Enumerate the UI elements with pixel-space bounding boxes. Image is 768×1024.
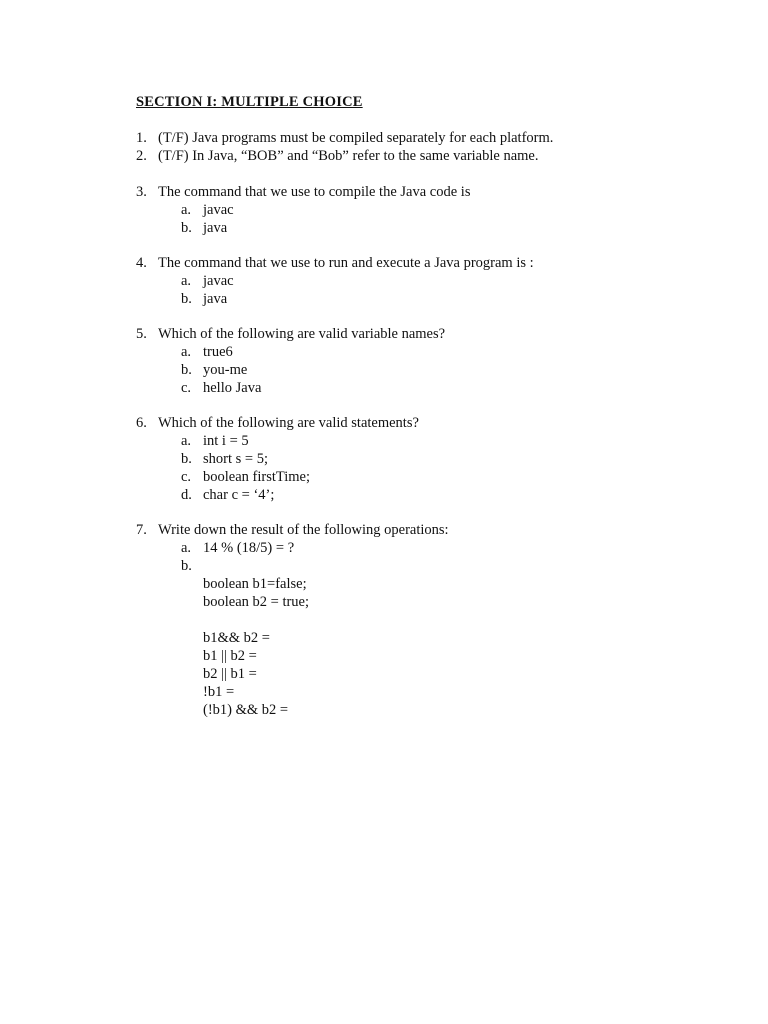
option-text: java [203, 291, 228, 307]
question-text: The command that we use to compile the Java code is [158, 184, 471, 200]
option-letter: b. [181, 451, 192, 467]
option-letter: b. [181, 362, 192, 378]
option-text: hello Java [203, 380, 262, 396]
question-number: 2. [136, 148, 147, 164]
option-text: short s = 5; [203, 451, 268, 467]
question-number: 7. [136, 522, 147, 538]
option-letter: a. [181, 433, 192, 449]
option-letter: a. [181, 273, 192, 289]
code-text: b2 || b1 = [203, 666, 257, 682]
option-letter: d. [181, 487, 192, 503]
question-text: Write down the result of the following operations: [158, 522, 449, 538]
code-text: boolean b1=false; [203, 576, 307, 592]
option-letter: c. [181, 380, 192, 396]
question-text: (T/F) In Java, “BOB” and “Bob” refer to the same variable name. [158, 148, 539, 164]
code-text: (!b1) && b2 = [203, 702, 289, 718]
option-text: char c = ‘4’; [203, 487, 275, 503]
option-text: boolean firstTime; [203, 469, 311, 485]
option-text: javac [203, 273, 234, 289]
option-text: int i = 5 [203, 433, 249, 449]
option-letter: a. [181, 202, 192, 218]
option-text: true6 [203, 344, 233, 360]
code-text: b1 || b2 = [203, 648, 257, 664]
option-text: you-me [203, 362, 248, 378]
option-text: javac [203, 202, 234, 218]
code-text: !b1 = [203, 684, 235, 700]
question-text: Which of the following are valid variable names? [158, 326, 446, 342]
question-number: 1. [136, 130, 147, 146]
question-number: 6. [136, 415, 147, 431]
section-heading: SECTION I: MULTIPLE CHOICE [136, 94, 363, 110]
question-number: 3. [136, 184, 147, 200]
question-number: 4. [136, 255, 147, 271]
option-letter: b. [181, 558, 192, 574]
question-text: (T/F) Java programs must be compiled separately for each platform. [158, 130, 554, 146]
question-number: 5. [136, 326, 147, 342]
option-text: 14 % (18/5) = ? [203, 540, 295, 556]
option-letter: c. [181, 469, 192, 485]
question-text: Which of the following are valid statements? [158, 415, 419, 431]
option-letter: a. [181, 540, 192, 556]
code-text: boolean b2 = true; [203, 594, 310, 610]
option-letter: a. [181, 344, 192, 360]
option-text: java [203, 220, 228, 236]
option-letter: b. [181, 220, 192, 236]
question-text: The command that we use to run and execute a Java program is : [158, 255, 534, 271]
option-letter: b. [181, 291, 192, 307]
code-text: b1&& b2 = [203, 630, 270, 646]
